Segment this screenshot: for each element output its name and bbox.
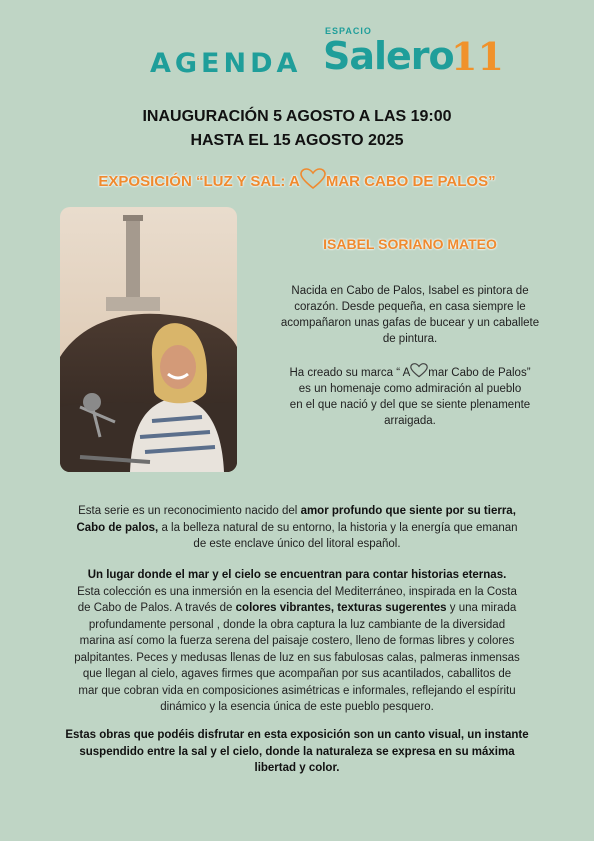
text: mar que cobran vida en composiciones asimétricas e informales, reflejando el espíritu — [78, 684, 516, 697]
brand-line — [245, 363, 575, 381]
bold-text: Estas obras que podéis disfrutar en esta exposición son un canto visual, un instante — [65, 729, 529, 741]
salero-logo-number: 11 — [451, 34, 504, 79]
bio-line: Nacida en Cabo de Palos, Isabel es pintora de — [291, 285, 529, 297]
exhibition-title-suffix: MAR CABO DE PALOS” — [325, 173, 496, 190]
text: a la belleza natural de su entorno, la historia y la energía que emanan — [158, 521, 518, 534]
exhibition-title — [0, 168, 594, 190]
closing-date: HASTA EL 15 AGOSTO 2025 — [190, 132, 404, 149]
espacio-label: ESPACIO — [325, 26, 372, 36]
text: marina así como la fuerza serena del paisaje costero, lleno de formas libres y colores — [79, 635, 515, 647]
text: y una mirada — [446, 602, 517, 614]
heart-icon — [410, 363, 428, 378]
bio-line: corazón. Desde pequeña, en casa siempre le — [294, 301, 526, 313]
artist-name: ISABEL SORIANO MATEO — [323, 236, 497, 252]
paragraph-intro — [42, 503, 552, 553]
bold-text: suspendido entre la sal y el cielo, donde la naturaleza se expresa en su máxima — [79, 745, 515, 758]
header-logo — [0, 18, 594, 88]
bio-line: acompañaron unas gafas de bucear y un caballete — [280, 317, 540, 329]
bold-text: Un lugar donde el mar y el cielo se encuentran para contar historias eternas. — [87, 569, 507, 581]
text: dinámico y la esencia única de este pueblo pesquero. — [160, 701, 434, 713]
agenda-title: AGENDA — [150, 48, 302, 79]
text: de este enclave único del litoral español. — [193, 538, 401, 550]
bold-text: libertad y color. — [254, 762, 340, 774]
bio-line: de pintura. — [382, 333, 438, 345]
brand-line: en el que nació y del que se siente plenamente — [289, 399, 531, 411]
brand-line: es un homenaje como admiración al pueblo — [298, 383, 522, 395]
bold-text: Cabo de palos, — [76, 521, 159, 534]
brand-description — [245, 363, 575, 429]
brand-suffix: mar Cabo de Palos” — [428, 367, 531, 379]
text: de Cabo de Palos. A través de — [77, 602, 236, 614]
text: Esta serie es un reconocimiento nacido del — [78, 505, 301, 517]
brand-line: arraigada. — [384, 415, 436, 427]
paragraph-closing — [42, 727, 552, 777]
text: profundamente personal , donde la obra captura la luz cambiante de la diversidad — [88, 618, 506, 631]
bold-text: amor profundo que siente por su tierra, — [300, 505, 516, 517]
text: Esta colección es una inmersión en la esencia del Mediterráneo, inspirada en la Costa — [77, 585, 517, 598]
heart-icon — [300, 168, 326, 190]
artist-photo — [60, 207, 237, 472]
paragraph-collection — [42, 567, 552, 716]
text: palpitantes. Peces y medusas llenas de luz en sus fabulosas calas, palmeras inmensas — [74, 651, 520, 664]
text: que llegan al cielo, agaves firmes que acompañan por sus acantilados, caballitos de — [82, 668, 512, 680]
bold-text: colores vibrantes, texturas sugerentes — [235, 602, 447, 614]
artist-bio — [245, 283, 575, 347]
inauguration-date: INAUGURACIÓN 5 AGOSTO A LAS 19:00 — [142, 108, 452, 125]
salero-logo-text: Salero — [323, 34, 454, 78]
brand-prefix: Ha creado su marca “ A — [289, 367, 411, 379]
exhibition-title-prefix: EXPOSICIÓN “LUZ Y SAL: A — [98, 173, 300, 190]
